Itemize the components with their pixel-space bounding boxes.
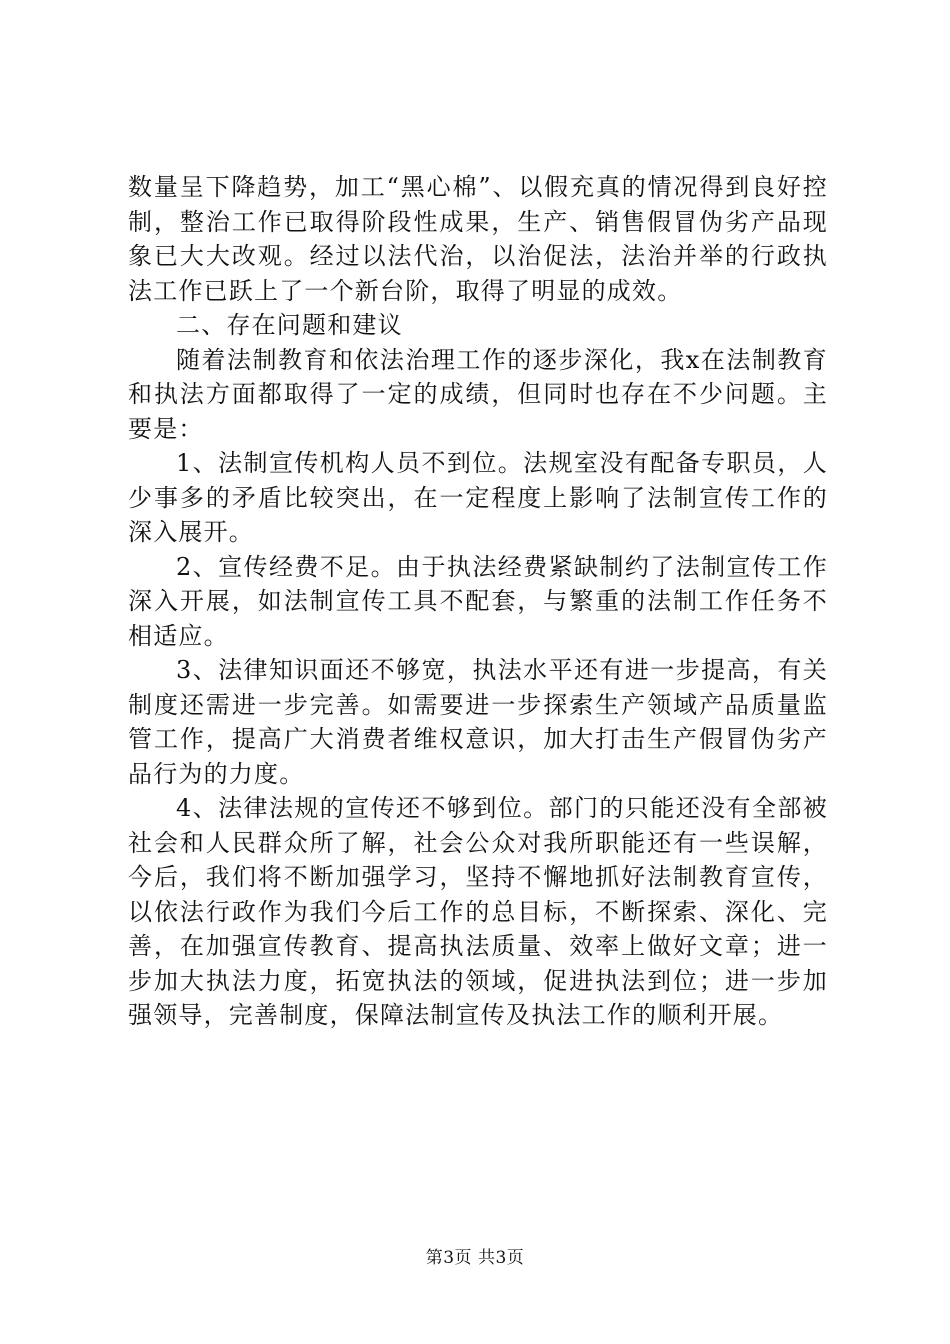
section-heading: 二、存在问题和建议 (176, 311, 403, 339)
paragraph-item-4: 4、法律法规的宣传还不够到位。部门的只能还没有全部被社会和人民群众所了解，社会公众对我所职能还有一些误解，今后，我们将不断加强学习，坚持不懈地抓好法制教育宣传，以依法行政作为我们今后工作的总目标，不断探索、深化、完善，在加强宣传教育、提高执法质量、效率上做好文章；进一步加大执法力度，拓宽执法的领域，促进执法到位；进一步加强领导，完善制度，保障法制宣传及执法工作的顺利开展。 (128, 794, 828, 1029)
page-number-footer: 第3页 共3页 (425, 1248, 525, 1268)
paragraph-item-2: 2、宣传经费不足。由于执法经费紧缺制约了法制宣传工作深入开展，如法制宣传工具不配套，与繁重的法制工作任务不相适应。 (128, 552, 828, 650)
paragraph-intro: 随着法制教育和依法治理工作的逐步深化，我x在法制教育和执法方面都取得了一定的成绩，但同时也存在不少问题。主要是： (128, 345, 828, 443)
document-body (128, 170, 828, 1033)
paragraph-item-3: 3、法律知识面还不够宽，执法水平还有进一步提高，有关制度还需进一步完善。如需要进一步探索生产领域产品质量监管工作，提高广大消费者维权意识，加大打击生产假冒伪劣产品行为的力度。 (128, 656, 828, 788)
paragraph-continuation: 数量呈下降趋势，加工“黑心棉”、以假充真的情况得到良好控制，整治工作已取得阶段性成果，生产、销售假冒伪劣产品现象已大大改观。经过以法代治，以治促法，法治并举的行政执法工作已跃上了一个新台阶，取得了明显的成效。 (128, 173, 828, 305)
paragraph-item-1: 1、法制宣传机构人员不到位。法规室没有配备专职员，人少事多的矛盾比较突出，在一定程度上影响了法制宣传工作的深入展开。 (128, 449, 828, 546)
